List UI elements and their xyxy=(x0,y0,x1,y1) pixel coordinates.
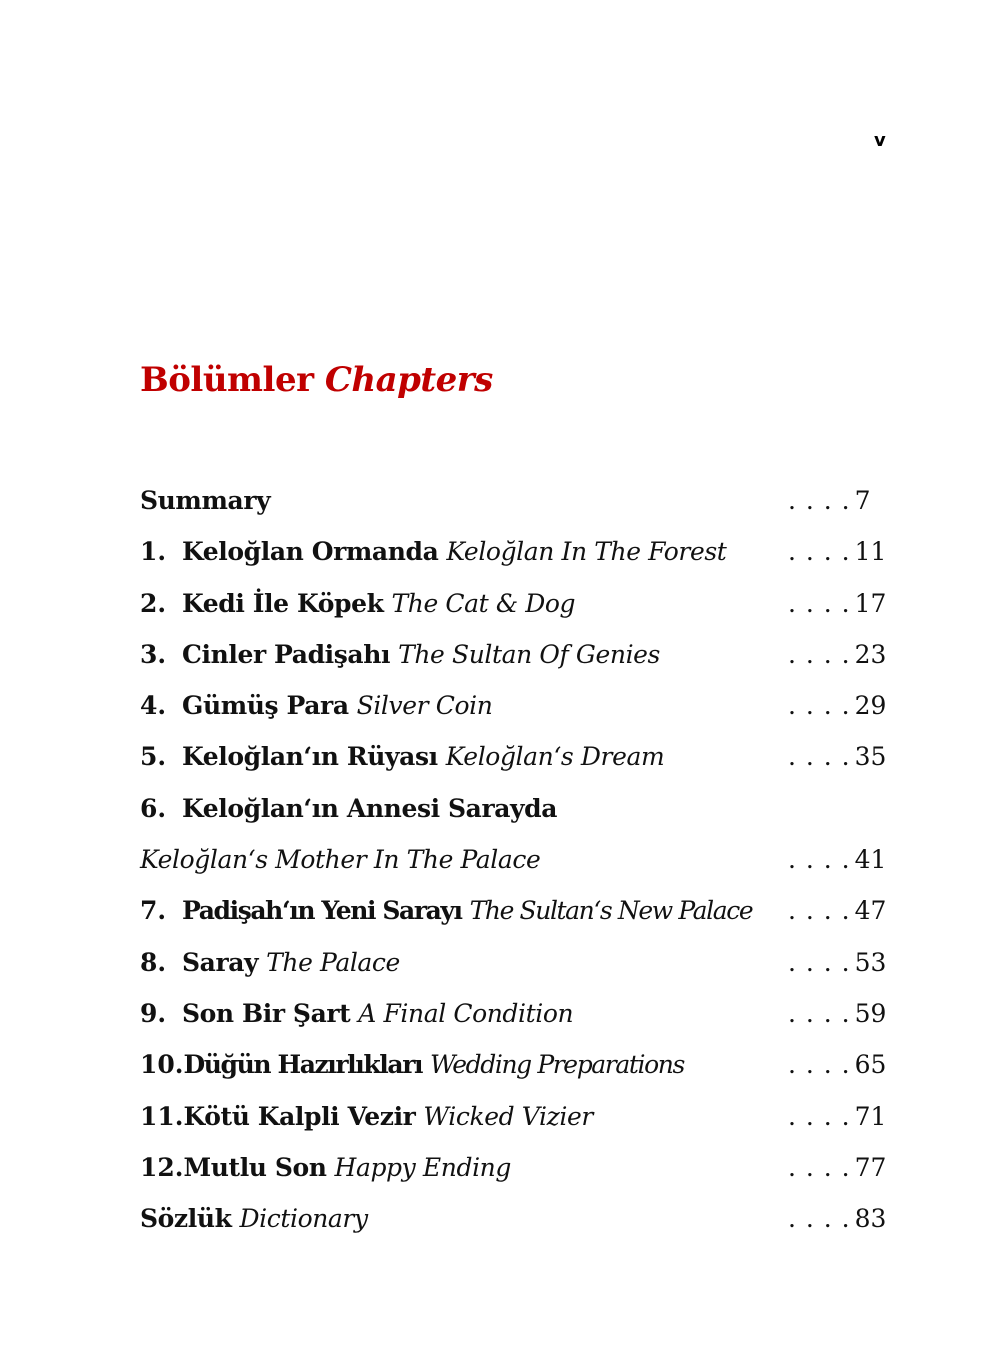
toc-page: 29 xyxy=(854,691,887,721)
toc-title-tr: Sözlük xyxy=(140,1204,232,1234)
toc-entry-7[interactable] xyxy=(140,890,887,941)
toc-title-tr: Kedi İle Köpek xyxy=(182,588,384,618)
toc-title-en: Silver Coin xyxy=(356,691,493,721)
toc-leader: . . . . 59 xyxy=(788,998,887,1028)
toc-number: 1. xyxy=(140,537,167,567)
toc-page: 71 xyxy=(854,1101,887,1131)
toc-number: 4. xyxy=(140,691,167,721)
toc-leader: . . . . 11 xyxy=(788,537,887,567)
toc-entry-6-continued[interactable] xyxy=(140,839,887,890)
toc-page: 7 xyxy=(854,486,871,515)
toc-number: 2. xyxy=(140,588,167,618)
toc-leader: . . . . 71 xyxy=(788,1101,887,1131)
toc-title-tr: Saray xyxy=(182,947,259,977)
toc-number: 9. xyxy=(140,998,167,1028)
toc-title-tr: Keloğlan‘ın Annesi Sarayda xyxy=(182,793,558,823)
page-number: v xyxy=(874,130,886,151)
toc-title-tr: Cinler Padişahı xyxy=(182,639,391,669)
toc-number: 12. xyxy=(140,1152,184,1182)
toc-number: 10. xyxy=(140,1050,184,1080)
toc-leader: . . . . 7 xyxy=(788,486,871,515)
toc-leader: . . . . 65 xyxy=(788,1050,887,1080)
toc-leader: . . . . 77 xyxy=(788,1152,887,1182)
toc-title-tr: Düğün Hazırlıkları xyxy=(183,1050,423,1080)
toc-leader: . . . . 53 xyxy=(788,947,887,977)
toc-title-en: Wedding Preparations xyxy=(430,1050,684,1080)
toc-entry-11[interactable] xyxy=(140,1096,887,1147)
toc-leader: . . . . 47 xyxy=(788,896,887,926)
toc-title-en: The Palace xyxy=(266,947,400,977)
toc-entry-10[interactable] xyxy=(140,1044,887,1095)
toc-number: 11. xyxy=(140,1101,184,1131)
toc-entry-8[interactable] xyxy=(140,942,887,993)
toc-leader: . . . . 17 xyxy=(788,588,887,618)
toc-leader: . . . . 83 xyxy=(788,1204,887,1234)
toc-page: 83 xyxy=(854,1204,887,1234)
toc-leader: . . . . 29 xyxy=(788,691,887,721)
toc-title-tr: Kötü Kalpli Vezir xyxy=(183,1101,416,1131)
toc-title-en: A Final Condition xyxy=(358,998,574,1028)
toc-title-en: Wicked Vizier xyxy=(423,1101,593,1131)
table-of-contents xyxy=(140,480,887,1249)
toc-leader: . . . . 41 xyxy=(788,845,887,875)
toc-number: 3. xyxy=(140,639,167,669)
toc-title-en: The Sultan‘s New Palace xyxy=(469,896,753,926)
toc-page: 11 xyxy=(854,537,887,567)
toc-entry-1[interactable] xyxy=(140,531,887,582)
toc-title-tr: Mutlu Son xyxy=(183,1152,327,1182)
toc-title-en: Happy Ending xyxy=(334,1152,511,1182)
toc-title-en: Dictionary xyxy=(239,1204,368,1234)
toc-entry-4[interactable] xyxy=(140,685,887,736)
toc-entry-3[interactable] xyxy=(140,634,887,685)
toc-title-en: Keloğlan‘s Mother In The Palace xyxy=(140,845,541,875)
toc-number: 7. xyxy=(140,896,167,926)
toc-page: 35 xyxy=(854,742,887,772)
toc-page: 59 xyxy=(854,998,887,1028)
toc-number: 8. xyxy=(140,947,167,977)
title-turkish: Bölümler xyxy=(140,360,314,400)
toc-title-en: Keloğlan In The Forest xyxy=(446,537,727,567)
toc-title-en: The Cat & Dog xyxy=(391,588,576,618)
toc-page: 17 xyxy=(854,588,887,618)
toc-number: 6. xyxy=(140,793,167,823)
toc-page: 47 xyxy=(854,896,887,926)
toc-title-en: The Sultan Of Genies xyxy=(398,639,660,669)
page-title xyxy=(140,360,493,400)
toc-entry-6[interactable] xyxy=(140,788,880,839)
toc-title-tr: Son Bir Şart xyxy=(182,998,351,1028)
toc-title-tr: Keloğlan‘ın Rüyası xyxy=(182,742,438,772)
toc-title-tr: Padişah‘ın Yeni Sarayı xyxy=(182,896,462,926)
toc-entry-9[interactable] xyxy=(140,993,887,1044)
toc-title-en: Keloğlan‘s Dream xyxy=(445,742,665,772)
toc-page: 53 xyxy=(854,947,887,977)
title-english: Chapters xyxy=(324,360,493,400)
toc-leader: . . . . 23 xyxy=(788,639,887,669)
toc-number: 5. xyxy=(140,742,167,772)
toc-title-tr: Summary xyxy=(140,486,271,515)
toc-entry-dictionary[interactable] xyxy=(140,1198,887,1249)
toc-leader: . . . . 35 xyxy=(788,742,887,772)
toc-title-tr: Keloğlan Ormanda xyxy=(182,537,439,567)
toc-entry-12[interactable] xyxy=(140,1147,887,1198)
toc-page: 23 xyxy=(854,639,887,669)
toc-entry-5[interactable] xyxy=(140,736,887,787)
toc-entry-summary[interactable] xyxy=(140,480,880,531)
toc-page: 77 xyxy=(854,1152,887,1182)
toc-title-tr: Gümüş Para xyxy=(182,691,349,721)
toc-page: 65 xyxy=(854,1050,887,1080)
toc-page: 41 xyxy=(854,845,887,875)
toc-entry-2[interactable] xyxy=(140,583,887,634)
